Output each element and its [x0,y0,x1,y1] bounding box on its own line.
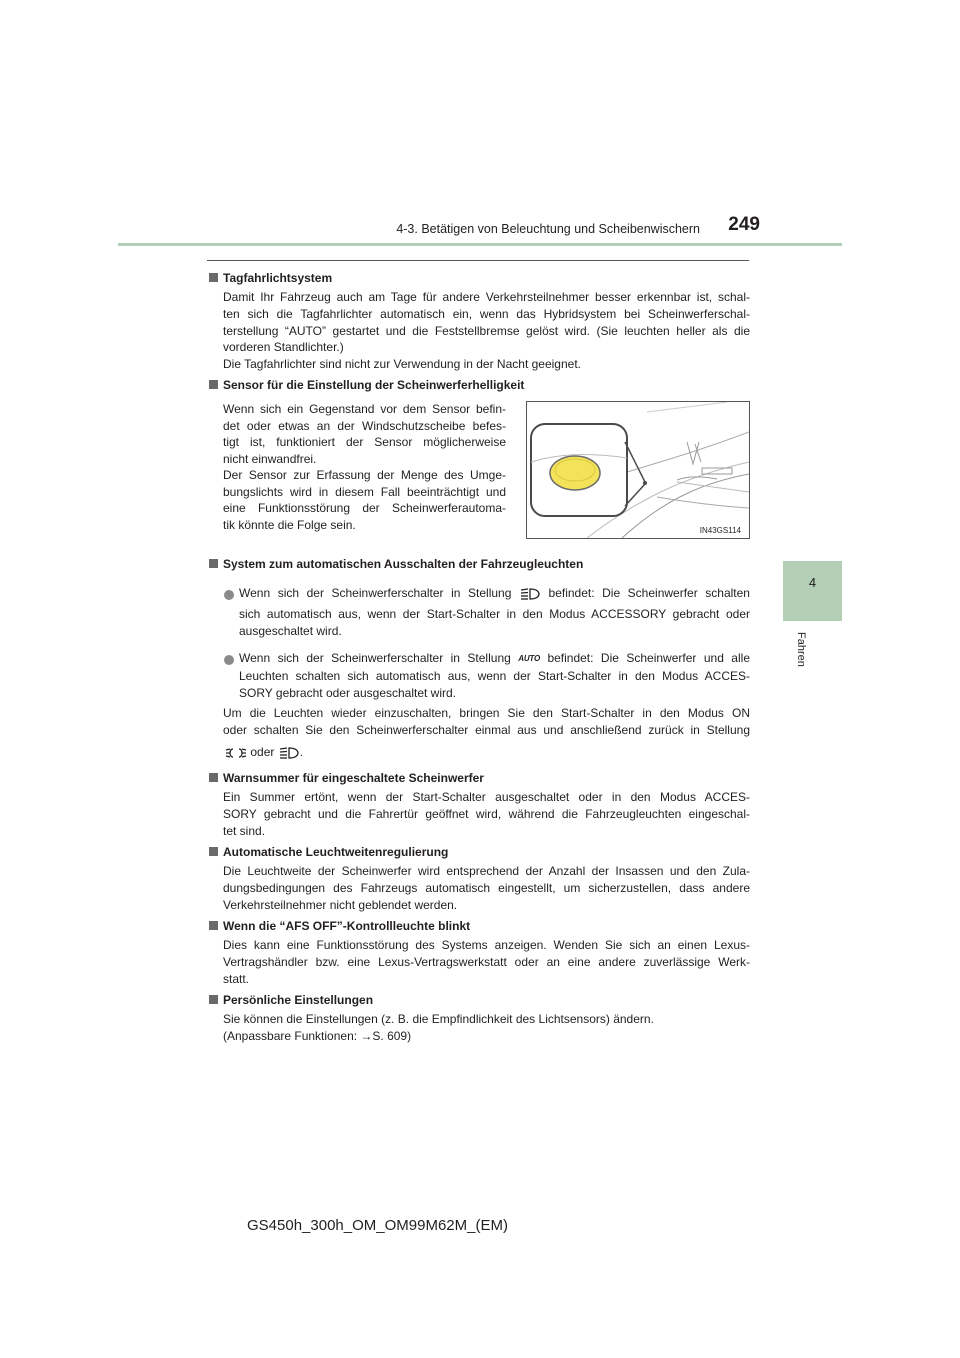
dashboard-sensor-image [527,402,749,538]
heading-afs-off: Wenn die “AFS OFF”-Kontrollleuchte blinkt [209,918,470,934]
para-warn-buzzer: Ein Summer ertönt, wenn der Start-Schalter ausgeschaltet oder in den Modus ACCES- SORY gebracht und die Fahrertür geöffnet wird, während die Fahrzeugleuchten eingeschal- tet sind. [223,790,750,838]
round-bullet-icon [224,590,234,600]
section-title: 4-3. Betätigen von Beleuchtung und Scheibenwischern [396,222,700,236]
square-bullet-icon [209,847,218,856]
customize-link[interactable]: (Anpassbare Funktionen: →S. 609) [223,1028,412,1043]
chapter-label: Fahren [795,632,807,667]
square-bullet-icon [209,921,218,930]
square-bullet-icon [209,273,218,282]
para-tagfahrlicht: Damit Ihr Fahrzeug auch am Tage für andere Verkehrsteilnehmer besser erkennbar ist, schal- ten sich die Tagfahrlichter automatisch ein, wenn das Hybridsystem bei Scheinwerferschal- terstellung “AUTO” gestartet und die Feststellbremse gelöst wird. (Sie leuchten heller als die vorderen Standlichter.) Die Tagfahrlichter sind nicht zur Verwendung in der Nacht geeignet. [223,290,750,372]
round-bullet-icon [224,655,234,665]
bullet-headlight-position: Wenn sich der Scheinwerferschalter in Stellung befindet: Die Scheinwerfer schalten sich automatisch aus, wenn der Start-Schalter in den Modus ACCESSORY gebracht oder ausgeschaltet wird. [239,586,750,638]
bullet-auto-position: Wenn sich der Scheinwerferschalter in Stellung AUTO befindet: Die Scheinwerfer und alle Leuchten schalten sich automatisch aus, wenn der Start-Schalter in den Modus ACCES- SORY gebracht oder ausgeschaltet wird. [239,651,750,700]
heading-tagfahrlicht: Tagfahrlichtsystem [209,270,332,286]
chapter-tab [783,561,842,621]
para-afs-off: Dies kann eine Funktionsstörung des Systems anzeigen. Wenden Sie sich an einen Lexus- Vertragshändler bzw. eine Lexus-Vertragswerkstatt oder an eine andere zuverlässige Werk- statt. [223,938,750,986]
document-code: GS450h_300h_OM_OM99M62M_(EM) [247,1217,508,1234]
square-bullet-icon [209,559,218,568]
para-personal-settings: Sie können die Einstellungen (z. B. die Empfindlichkeit des Lichtsensors) ändern. (Anpassbare Funktionen: →S. 609) [223,1011,750,1045]
switch-positions-line: oder . [225,744,303,764]
chapter-number: 4 [808,575,817,590]
para-sensor: Wenn sich ein Gegenstand vor dem Sensor befin- det oder etwas an der Windschutzscheibe befes- tigt ist, funktioniert der Sensor möglicherweise nicht einwandfrei. Der Sensor zur Erfassung der Menge des Umge- bungslichts wird in diesem Fall beeinträchtigt und eine Funktionsstörung der Scheinwerferautoma- tik könnte die Folge sein. [223,402,506,532]
square-bullet-icon [209,773,218,782]
para-leveling: Die Leuchtweite der Scheinwerfer wird entsprechend der Anzahl der Insassen und den Zula- dungsbedingungen des Fahrzeugs automatisch eingestellt, um sicherzustellen, dass andere Verkehrsteilnehmer nicht geblendet werden. [223,864,750,912]
square-bullet-icon [209,995,218,1004]
heading-sensor: Sensor für die Einstellung der Scheinwerferhelligkeit [209,377,524,393]
content-top-rule [207,260,749,261]
page-number: 249 [728,214,760,235]
figure-code: IN43GS114 [699,526,741,535]
header-rule [118,243,842,246]
heading-leveling: Automatische Leuchtweitenregulierung [209,844,448,860]
auto-switch-icon: AUTO [518,654,540,663]
heading-auto-off: System zum automatischen Ausschalten der Fahrzeugleuchten [209,556,583,572]
tail-light-icon [225,746,247,764]
headlight-icon [278,746,300,764]
square-bullet-icon [209,380,218,389]
sensor-illustration [526,401,750,539]
para-reactivate: Um die Leuchten wieder einzuschalten, bringen Sie den Start-Schalter in den Modus ON oder schalten Sie den Scheinwerferschalter einmal aus und anschließend zurück in Stellung [223,706,750,737]
heading-personal-settings: Persönliche Einstellungen [209,992,373,1008]
headlight-icon [519,587,541,606]
heading-warn-buzzer: Warnsummer für eingeschaltete Scheinwerfer [209,770,484,786]
